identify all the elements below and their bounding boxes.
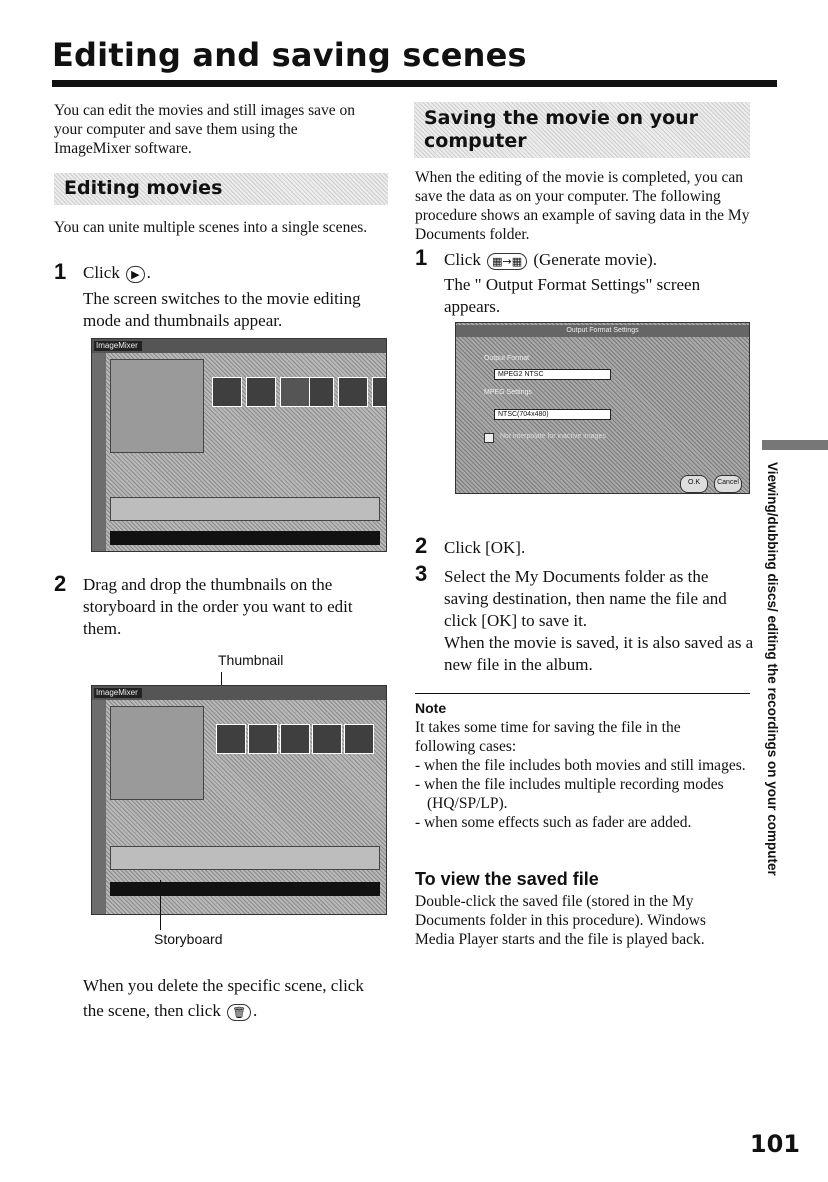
editing-step1-number: 1: [54, 259, 67, 284]
saving-step1-click: Click: [444, 250, 481, 269]
thumbnail[interactable]: [338, 377, 368, 407]
thumbnail[interactable]: [212, 377, 242, 407]
editing-step1: [83, 262, 383, 284]
saving-step1: [444, 249, 754, 271]
saving-heading-line2: computer: [424, 130, 527, 152]
editing-movies-heading: Editing movies: [54, 173, 388, 205]
thumbnail[interactable]: [248, 724, 278, 754]
preview-window: [110, 359, 204, 453]
thumbnail[interactable]: [312, 724, 342, 754]
side-section-label: [762, 462, 784, 902]
mpeg-size-select[interactable]: NTSC(704x480): [494, 409, 611, 420]
editing-step2-number: 2: [54, 571, 67, 596]
note-heading: Note: [415, 700, 447, 716]
output-format-label: Output Format: [484, 355, 530, 362]
timeline[interactable]: [110, 882, 380, 896]
editing-screenshot: [91, 338, 387, 552]
page-number: 101: [749, 1130, 800, 1158]
view-text: Double-click the saved file (stored in the My Documents folder in this procedure). Windows Media Player starts and the file is played back.: [415, 893, 706, 948]
thumbnail[interactable]: [216, 724, 246, 754]
saving-step3: Select the My Documents folder as the saving destination, then name the file and click [OK] to save it.: [444, 567, 727, 630]
app-sidebar: [92, 700, 106, 914]
note-rule: [415, 693, 750, 694]
storyboard-label: Storyboard: [154, 931, 223, 947]
editing-step1-click: Click: [83, 263, 120, 282]
storyboard-screenshot: [91, 685, 387, 915]
editing-step1-desc: The screen switches to the movie editing mode and thumbnails appear.: [83, 289, 361, 330]
saving-heading-line1: Saving the movie on your: [424, 107, 699, 129]
thumbnail-label: Thumbnail: [218, 652, 284, 668]
delete-text-1: When you delete the specific scene, click: [83, 976, 364, 995]
side-section-text: Viewing/dubbing discs/ editing the recordings on your computer: [765, 462, 780, 876]
storyboard[interactable]: [110, 497, 380, 521]
trash-icon[interactable]: 🗑: [227, 1004, 251, 1021]
app-logo: ImageMixer: [94, 688, 142, 698]
interpolate-label: Not interpolate for inactive images: [500, 433, 606, 440]
thumbnail[interactable]: [246, 377, 276, 407]
mpeg-settings-label: MPEG Settings: [484, 389, 532, 396]
saving-step3-extra: When the movie is saved, it is also saved as a new file in the album.: [444, 633, 754, 674]
note-list: [415, 756, 750, 832]
delete-after: .: [253, 1001, 258, 1020]
section-tab-marker: [762, 440, 828, 450]
thumbnail[interactable]: [372, 377, 387, 407]
title-rule: [52, 80, 777, 87]
storyboard[interactable]: [110, 846, 380, 870]
output-format-dialog: [455, 322, 750, 494]
generate-movie-icon[interactable]: ▦→▦: [487, 253, 527, 270]
preview-window: [110, 706, 204, 800]
note-item: - when some effects such as fader are added.: [415, 814, 692, 831]
page-title: Editing and saving scenes: [52, 36, 527, 74]
app-sidebar: [92, 353, 106, 551]
saving-step3-number: 3: [415, 561, 428, 586]
interpolate-checkbox[interactable]: [484, 433, 494, 443]
saving-step2-number: 2: [415, 533, 428, 558]
editing-step2: Drag and drop the thumbnails on the storyboard in the order you want to edit them.: [83, 575, 353, 638]
editing-step1-after: .: [146, 263, 151, 282]
saving-heading: [414, 102, 750, 158]
output-format-select[interactable]: MPEG2 NTSC: [494, 369, 611, 380]
thumbnail[interactable]: [344, 724, 374, 754]
app-logo: ImageMixer: [94, 341, 142, 351]
dialog-title: Output Format Settings: [456, 325, 749, 337]
movie-edit-icon[interactable]: ▶: [126, 266, 144, 283]
thumbnail[interactable]: [280, 377, 310, 407]
saving-step1-number: 1: [415, 245, 428, 270]
saving-step2: Click [OK].: [444, 538, 526, 557]
delete-text-2-label: the scene, then click: [83, 1001, 221, 1020]
saving-step1-after: (Generate movie).: [533, 250, 658, 269]
note-lead: It takes some time for saving the file in the following cases:: [415, 719, 681, 755]
view-heading: To view the saved file: [415, 869, 599, 889]
timeline[interactable]: [110, 531, 380, 545]
intro-text: You can edit the movies and still images save on your computer and save them using the ImageMixer software.: [54, 102, 356, 157]
saving-step1-desc: The " Output Format Settings" screen appears.: [444, 275, 701, 316]
note-item: - when the file includes both movies and still images.: [415, 757, 746, 774]
storyboard-callout: [160, 880, 161, 930]
editing-lead: You can unite multiple scenes into a single scenes.: [54, 219, 368, 236]
saving-lead: When the editing of the movie is completed, you can save the data as on your computer. The following procedure shows an example of saving data in the My Documents folder.: [415, 169, 750, 243]
ok-button[interactable]: O.K: [680, 475, 708, 493]
thumbnail[interactable]: [280, 724, 310, 754]
cancel-button[interactable]: Cancel: [714, 475, 742, 493]
delete-text-2: [83, 1000, 393, 1022]
note-item: - when the file includes multiple recording modes (HQ/SP/LP).: [415, 776, 724, 812]
